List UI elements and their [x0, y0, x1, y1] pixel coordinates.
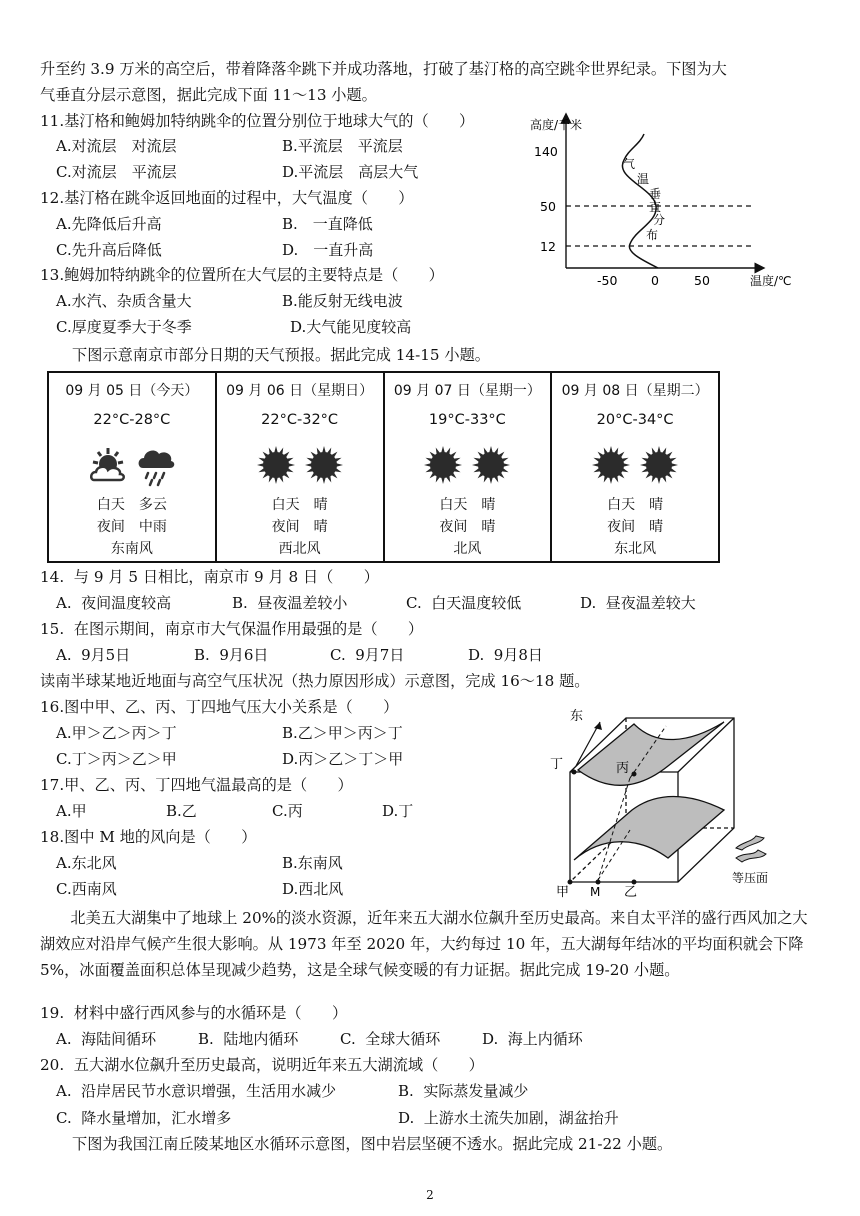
q20-option-b: B. 实际蒸发量减少	[398, 1082, 529, 1100]
lakes-paragraph: 北美五大湖集中了地球上 20%的淡水资源，近年来五大湖水位飙升至历史最高。来自太平洋的盛行西风加之大湖效应对沿岸气候产生很大影响。从 1973 年至 2020 年，大约每过 10 年，五大湖每年结冰的平均面积就会下降 5%，冰面覆盖面积总体呈现减少趋势，这是全球气候变暖的有力证据。据此完成 19-20 小题。	[40, 909, 808, 979]
forecast-date: 09 月 06 日（星期日）	[226, 383, 374, 399]
forecast-temperature: 19°C-33°C	[428, 412, 506, 428]
forecast-wind: 西北风	[278, 541, 321, 557]
q16-option-d: D.丙＞乙＞丁＞甲	[282, 750, 404, 768]
q14-stem: 14. 与 9 月 5 日相比，南京市 9 月 8 日（ ）	[40, 568, 379, 586]
isobaric-legend-icon	[736, 836, 766, 862]
q17-option-b: B.乙	[166, 802, 197, 820]
intro-line-2: 气垂直分层示意图，据此完成下面 11～13 小题。	[40, 86, 377, 104]
q13-option-b: B.能反射无线电波	[282, 292, 403, 310]
pressure-intro: 读南半球某地近地面与高空气压状况（热力原因形成）示意图，完成 16～18 题。	[40, 672, 590, 690]
q20-option-a: A. 沿岸居民节水意识增强，生活用水减少	[56, 1082, 337, 1100]
x-axis-label: 温度/℃	[750, 274, 792, 288]
label-yi: 乙	[624, 885, 638, 900]
final-intro: 下图为我国江南丘陵某地区水循环示意图，图中岩层坚硬不透水。据此完成 21-22 小题。	[72, 1135, 673, 1153]
forecast-temperature: 22°C-32°C	[261, 412, 339, 428]
q11-option-d: D.平流层 高层大气	[282, 163, 419, 181]
q20-option-d: D. 上游水土流失加剧，湖盆抬升	[398, 1109, 619, 1127]
q19-option-b: B. 陆地内循环	[198, 1030, 299, 1048]
q16-option-c: C.丁＞丙＞乙＞甲	[56, 750, 177, 768]
q19-stem: 19. 材料中盛行西风参与的水循环是（ ）	[40, 1004, 348, 1022]
q16-stem: 16.图中甲、乙、丙、丁四地气压大小关系是（ ）	[40, 698, 399, 716]
q19-option-a: A. 海陆间循环	[56, 1030, 157, 1048]
forecast-day-weather: 白天 晴	[271, 497, 328, 513]
forecast-night-weather: 夜间 中雨	[96, 519, 167, 535]
q14-option-b: B. 昼夜温差较小	[232, 594, 348, 612]
q17-option-a: A.甲	[56, 802, 87, 820]
q12-option-c: C.先升高后降低	[56, 241, 162, 259]
curve-label-1: 气	[623, 157, 636, 171]
forecast-day-2	[216, 372, 384, 562]
forecast-night-weather: 夜间 晴	[439, 519, 496, 535]
q11-option-c: C.对流层 平流层	[56, 163, 177, 181]
q18-stem: 18.图中 M 地的风向是（ ）	[40, 828, 257, 846]
q17-option-c: C.丙	[272, 802, 303, 820]
forecast-day-1	[48, 372, 216, 562]
rain-icon	[136, 442, 176, 488]
q18-option-c: C.西南风	[56, 880, 117, 898]
y-tick-140: 140	[534, 144, 558, 159]
legend-label: 等压面	[732, 871, 769, 885]
forecast-day-weather: 白天 晴	[439, 497, 496, 513]
curve-label-5: 分	[653, 213, 666, 227]
q12-option-b: B. 一直降低	[282, 215, 373, 233]
forecast-wind: 北风	[453, 541, 482, 557]
label-bing: 丙	[616, 761, 630, 776]
forecast-day-weather: 白天 多云	[96, 497, 167, 513]
q15-option-d: D. 9月8日	[468, 646, 543, 664]
forecast-night-weather: 夜间 晴	[271, 519, 328, 535]
intro-line-1: 升至约 3.9 万米的高空后，带着降落伞跳下并成功落地，打破了基汀格的高空跳伞世界纪录。下图为大	[40, 60, 727, 78]
x-tick-0: 0	[651, 273, 659, 288]
forecast-day-weather: 白天 晴	[607, 497, 664, 513]
partly-cloudy-icon	[88, 442, 128, 488]
x-tick-neg50: -50	[597, 273, 618, 288]
label-ding: 丁	[550, 757, 564, 772]
forecast-temperature: 22°C-28°C	[93, 412, 171, 428]
q19-option-c: C. 全球大循环	[340, 1030, 441, 1048]
q14-option-a: A. 夜间温度较高	[56, 594, 172, 612]
sun-icon	[304, 442, 344, 488]
curve-label-3: 垂	[649, 187, 662, 201]
q18-option-d: D.西北风	[282, 880, 344, 898]
page-number: 2	[426, 1188, 434, 1202]
q11-option-b: B.平流层 平流层	[282, 137, 403, 155]
q15-stem: 15. 在图示期间，南京市大气保温作用最强的是（ ）	[40, 620, 424, 638]
q13-option-a: A.水汽、杂质含量大	[56, 292, 192, 310]
x-tick-50: 50	[694, 273, 710, 288]
label-east: 东	[570, 709, 584, 724]
curve-label-2: 温	[637, 172, 650, 186]
q20-stem: 20. 五大湖水位飙升至历史最高，说明近年来五大湖流域（ ）	[40, 1056, 484, 1074]
isobaric-surface-diagram	[538, 700, 788, 900]
q18-option-b: B.东南风	[282, 854, 343, 872]
y-axis-label: 高度/千米	[530, 118, 583, 132]
q16-option-b: B.乙＞甲＞丙＞丁	[282, 724, 403, 742]
forecast-temperature: 20°C-34°C	[596, 412, 674, 428]
q16-option-a: A.甲＞乙＞丙＞丁	[56, 724, 177, 742]
sun-icon	[471, 442, 511, 488]
q13-option-d: D.大气能见度较高	[290, 318, 412, 336]
q15-option-b: B. 9月6日	[194, 646, 269, 664]
q14-option-d: D. 昼夜温差较大	[580, 594, 696, 612]
q18-option-a: A.东北风	[56, 854, 117, 872]
sun-icon	[256, 442, 296, 488]
atmosphere-layer-chart	[522, 110, 792, 290]
q17-option-d: D.丁	[382, 802, 414, 820]
forecast-night-weather: 夜间 晴	[607, 519, 664, 535]
curve-label-6: 布	[646, 228, 659, 242]
curve-label-4: 直	[649, 200, 662, 214]
q20-option-c: C. 降水量增加，汇水增多	[56, 1109, 232, 1127]
forecast-day-4	[551, 372, 719, 562]
q12-option-a: A.先降低后升高	[56, 215, 162, 233]
q17-stem: 17.甲、乙、丙、丁四地气温最高的是（ ）	[40, 776, 353, 794]
q12-option-d: D. 一直升高	[282, 241, 374, 259]
weather-forecast-table	[47, 371, 720, 563]
y-tick-12: 12	[540, 239, 556, 254]
sun-icon	[591, 442, 631, 488]
q11-stem: 11.基汀格和鲍姆加特纳跳伞的位置分别位于地球大气的（ ）	[40, 112, 475, 130]
forecast-wind: 东北风	[614, 541, 657, 557]
forecast-date: 09 月 07 日（星期一）	[393, 383, 541, 399]
q15-option-a: A. 9月5日	[56, 646, 131, 664]
q19-option-d: D. 海上内循环	[482, 1030, 583, 1048]
q11-option-a: A.对流层 对流层	[56, 137, 177, 155]
lower-isobaric-surface	[574, 797, 724, 861]
forecast-day-3	[384, 372, 552, 562]
upper-isobaric-surface	[578, 722, 724, 785]
sun-icon	[639, 442, 679, 488]
forecast-date: 09 月 08 日（星期二）	[561, 383, 709, 399]
q12-stem: 12.基汀格在跳伞返回地面的过程中，大气温度（ ）	[40, 189, 414, 207]
sun-icon	[423, 442, 463, 488]
q15-option-c: C. 9月7日	[330, 646, 405, 664]
forecast-date: 09 月 05 日（今天）	[65, 383, 199, 399]
q13-stem: 13.鲍姆加特纳跳伞的位置所在大气层的主要特点是（ ）	[40, 266, 444, 284]
forecast-wind: 东南风	[110, 541, 153, 557]
weather-intro: 下图示意南京市部分日期的天气预报。据此完成 14-15 小题。	[72, 346, 490, 364]
label-m: M	[590, 885, 601, 899]
y-tick-50: 50	[540, 199, 556, 214]
q14-option-c: C. 白天温度较低	[406, 594, 522, 612]
label-jia: 甲	[556, 885, 570, 900]
q13-option-c: C.厚度夏季大于冬季	[56, 318, 192, 336]
